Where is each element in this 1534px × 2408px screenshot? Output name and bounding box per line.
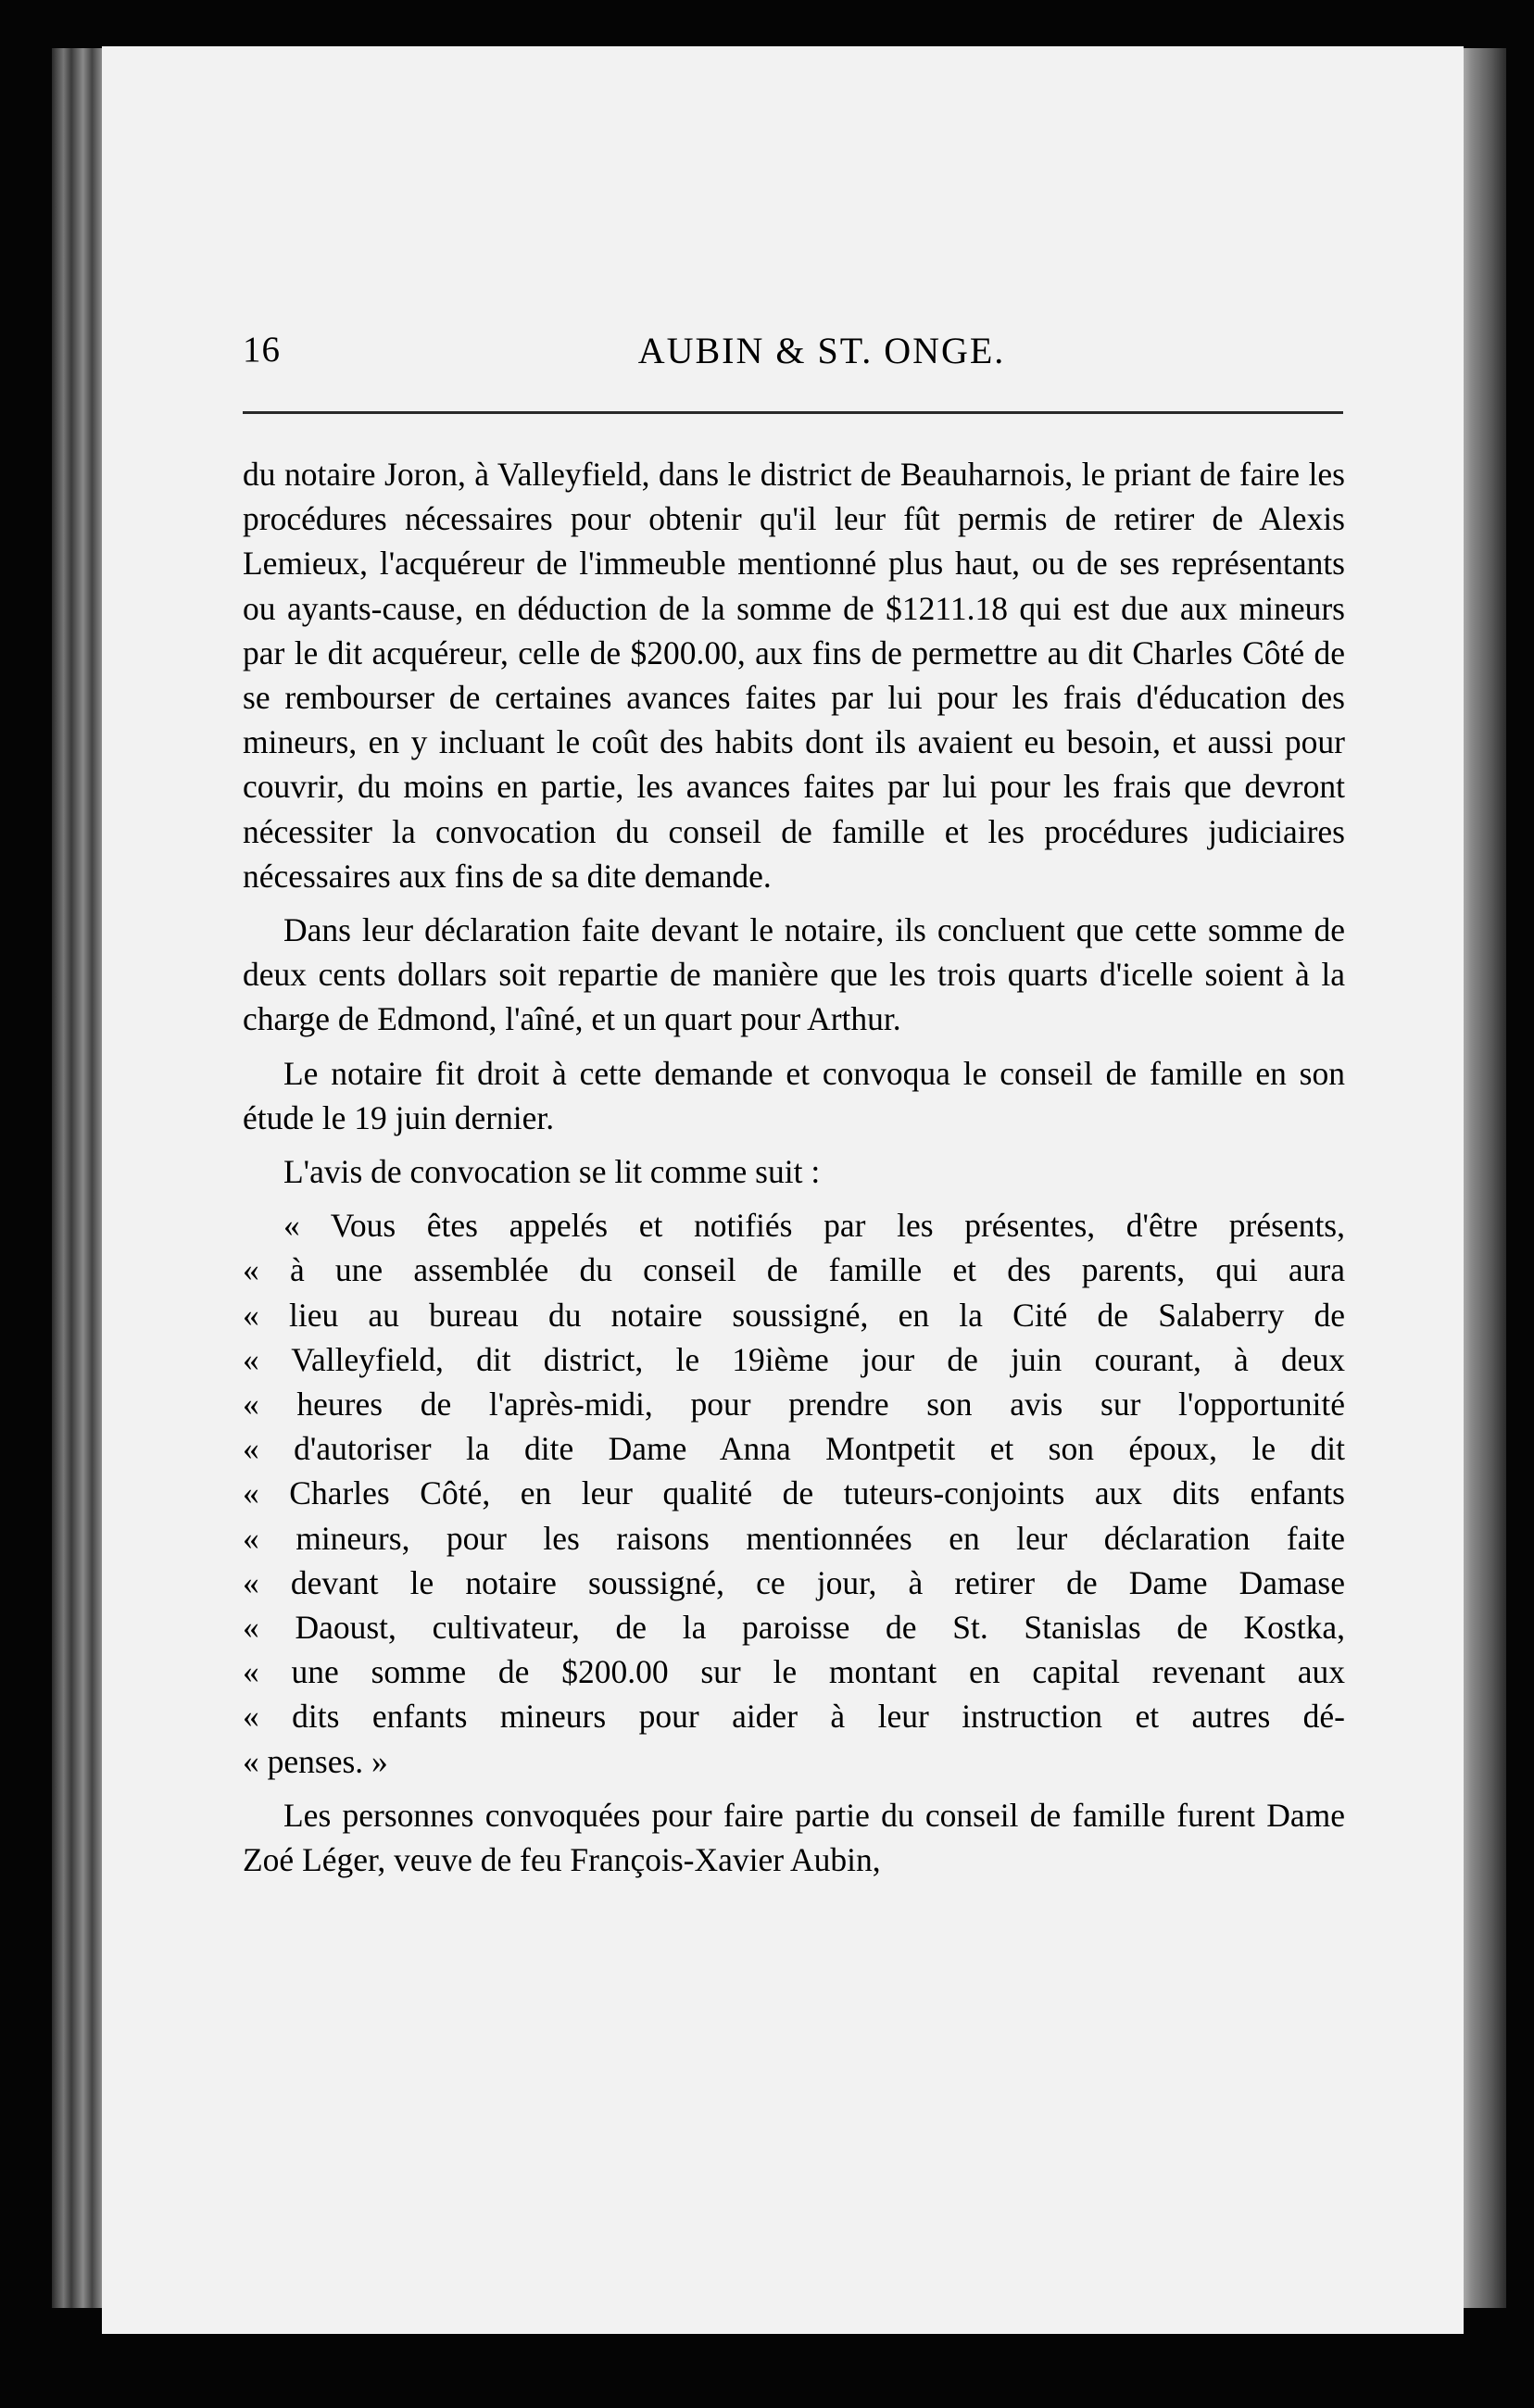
quote-line: « mineurs, pour les raisons mentionnées en leur déclaration faite [243,1519,1345,1557]
quote-line: « dits enfants mineurs pour aider à leur instruction et autres dé- [243,1698,1345,1736]
running-head [243,329,1345,384]
page-stack-right-edge [1456,48,1506,2308]
quote-line: « Vous êtes appelés et notifiés par les présentes, d'être présents, [283,1207,1345,1245]
header-rule [243,411,1343,414]
convocation-quote [243,1203,1345,1784]
paragraph-final: Les personnes convoquées pour faire partie du conseil de famille furent Dame Zoé Léger, veuve de feu François-Xavier Aubin, [243,1796,1345,1879]
quote-line: « Charles Côté, en leur qualité de tuteurs-conjoints aux dits enfants [243,1474,1345,1512]
quote-line: « Valleyfield, dit district, le 19ième jour de juin courant, à deux [243,1340,1345,1378]
paragraph-1: du notaire Joron, à Valleyfield, dans le district de Beauharnois, le priant de faire les procédures nécessaires pour obtenir qu'il leur fût permis de retirer de Alexis Lemieux, l'acquéreur de l'immeuble mentionné plus haut, ou de ses représentants ou ayants-cause, en déduction de la somme de $1211.18 qui est due aux mineurs par le dit acquéreur, celle de $200.00, aux fins de permettre au dit Charles Côté de se rembourser de certaines avances faites par lui pour les frais d'éducation des mineurs, en y incluant le coût des habits dont ils avaient eu besoin, et aussi pour couvrir, du moins en partie, les avances faites par lui pour les frais que devront nécessiter la convocation du conseil de famille et les procédures judiciaires nécessaires aux fins de sa dite demande. [243,456,1345,895]
quote-line: « d'autoriser la dite Dame Anna Montpetit et son époux, le dit [243,1430,1345,1468]
quote-line: « devant le notaire soussigné, ce jour, à retirer de Dame Damase [243,1563,1345,1601]
paragraph-3: Le notaire fit droit à cette demande et convoqua le conseil de famille en son étude le 19 juin dernier. [243,1054,1345,1136]
quote-line: « lieu au bureau du notaire soussigné, en la Cité de Salaberry de [243,1296,1345,1334]
quote-line: « une somme de $200.00 sur le montant en capital revenant aux [243,1653,1345,1691]
page-number: 16 [243,330,281,370]
paragraph-2: Dans leur déclaration faite devant le notaire, ils concluent que cette somme de deux cents dollars soit repartie de manière que les trois quarts d'icelle soient à la charge de Edmond, l'aîné, et un quart pour Arthur. [243,911,1345,1038]
quote-line: « à une assemblée du conseil de famille et des parents, qui aura [243,1251,1345,1289]
quote-line: « penses. » [243,1742,388,1780]
quote-line: « Daoust, cultivateur, de la paroisse de St. Stanislas de Kostka, [243,1609,1345,1647]
quote-line: « heures de l'après-midi, pour prendre son avis sur l'opportunité [243,1386,1345,1423]
body-text [243,452,1345,1891]
running-title: AUBIN & ST. ONGE. [637,330,1006,371]
paragraph-4: L'avis de convocation se lit comme suit : [283,1153,821,1191]
